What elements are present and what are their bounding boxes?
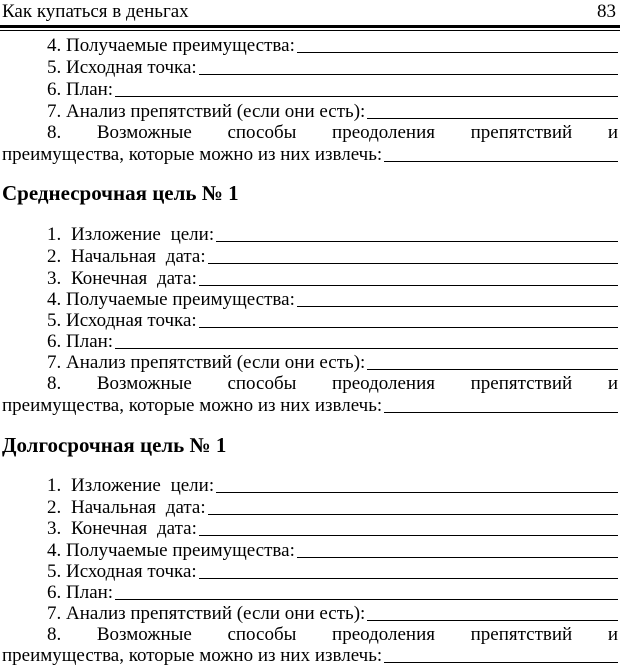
fill-in-blank[interactable]	[208, 263, 618, 264]
item-label: 2. Начальная дата:	[47, 497, 206, 518]
long-term-heading: Долгосрочная цель № 1	[2, 433, 227, 457]
item-label: 3. Конечная дата:	[47, 268, 197, 289]
top-item-obstacles	[47, 101, 618, 123]
fill-in-blank[interactable]	[367, 118, 618, 119]
top-item-ways-line1: 8. Возможные способы преодоления препятствий и	[47, 122, 618, 143]
item-label: 3. Конечная дата:	[47, 518, 197, 539]
fill-in-blank[interactable]	[115, 348, 618, 349]
item-label: преимущества, которые можно из них извлечь:	[2, 395, 383, 416]
medium-term-heading: Среднесрочная цель № 1	[2, 181, 239, 205]
fill-in-blank[interactable]	[208, 514, 618, 515]
long-item-benefits	[47, 540, 618, 562]
item-label: 4. Получаемые преимущества:	[47, 289, 295, 310]
fill-in-blank[interactable]	[384, 662, 618, 663]
running-head	[2, 0, 616, 24]
fill-in-blank[interactable]	[199, 327, 618, 328]
item-label: 7. Анализ препятствий (если они есть):	[47, 352, 366, 373]
fill-in-blank[interactable]	[115, 96, 618, 97]
medium-item-statement	[47, 224, 618, 246]
fill-in-blank[interactable]	[199, 74, 618, 75]
top-item-ways-line2	[2, 144, 618, 166]
fill-in-blank[interactable]	[297, 52, 618, 53]
medium-item-ways-line2	[2, 395, 618, 417]
item-label: 5. Исходная точка:	[47, 561, 197, 582]
long-item-start-date	[47, 497, 618, 519]
header-rule-thick	[0, 25, 620, 28]
top-item-plan	[47, 79, 618, 101]
page-number: 83	[597, 1, 616, 22]
fill-in-blank[interactable]	[367, 369, 618, 370]
item-label: 2. Начальная дата:	[47, 246, 206, 267]
fill-in-blank[interactable]	[199, 285, 618, 286]
item-label: 7. Анализ препятствий (если они есть):	[47, 603, 366, 624]
fill-in-blank[interactable]	[216, 492, 618, 493]
fill-in-blank[interactable]	[216, 241, 618, 242]
medium-item-plan	[47, 331, 618, 353]
long-item-ways-line2	[2, 645, 618, 667]
item-label: 4. Получаемые преимущества:	[47, 35, 295, 56]
medium-item-ways-line1: 8. Возможные способы преодоления препятствий и	[47, 373, 618, 394]
top-item-starting-point	[47, 57, 618, 79]
fill-in-blank[interactable]	[367, 620, 618, 621]
medium-item-end-date	[47, 268, 618, 290]
long-item-obstacles	[47, 603, 618, 625]
item-label: 4. Получаемые преимущества:	[47, 540, 295, 561]
item-label: 6. План:	[47, 582, 114, 603]
item-label: 5. Исходная точка:	[47, 57, 197, 78]
fill-in-blank[interactable]	[199, 535, 618, 536]
medium-item-benefits	[47, 289, 618, 311]
top-item-benefits	[47, 35, 618, 57]
item-label: 5. Исходная точка:	[47, 310, 197, 331]
long-item-starting-point	[47, 561, 618, 583]
fill-in-blank[interactable]	[115, 599, 618, 600]
running-title: Как купаться в деньгах	[2, 1, 189, 22]
fill-in-blank[interactable]	[297, 557, 618, 558]
item-label: 7. Анализ препятствий (если они есть):	[47, 101, 366, 122]
medium-item-obstacles	[47, 352, 618, 374]
item-label: преимущества, которые можно из них извлечь:	[2, 144, 383, 165]
medium-item-starting-point	[47, 310, 618, 332]
fill-in-blank[interactable]	[297, 306, 618, 307]
long-item-end-date	[47, 518, 618, 540]
item-label: 6. План:	[47, 79, 114, 100]
item-label: 6. План:	[47, 331, 114, 352]
medium-item-start-date	[47, 246, 618, 268]
fill-in-blank[interactable]	[384, 161, 618, 162]
item-label: 1. Изложение цели:	[47, 224, 215, 245]
long-item-ways-line1: 8. Возможные способы преодоления препятствий и	[47, 624, 618, 645]
item-label: преимущества, которые можно из них извлечь:	[2, 645, 383, 666]
long-item-plan	[47, 582, 618, 604]
header-rule-thin	[0, 30, 620, 31]
fill-in-blank[interactable]	[384, 412, 618, 413]
fill-in-blank[interactable]	[199, 578, 618, 579]
item-label: 1. Изложение цели:	[47, 475, 215, 496]
long-item-statement	[47, 475, 618, 497]
